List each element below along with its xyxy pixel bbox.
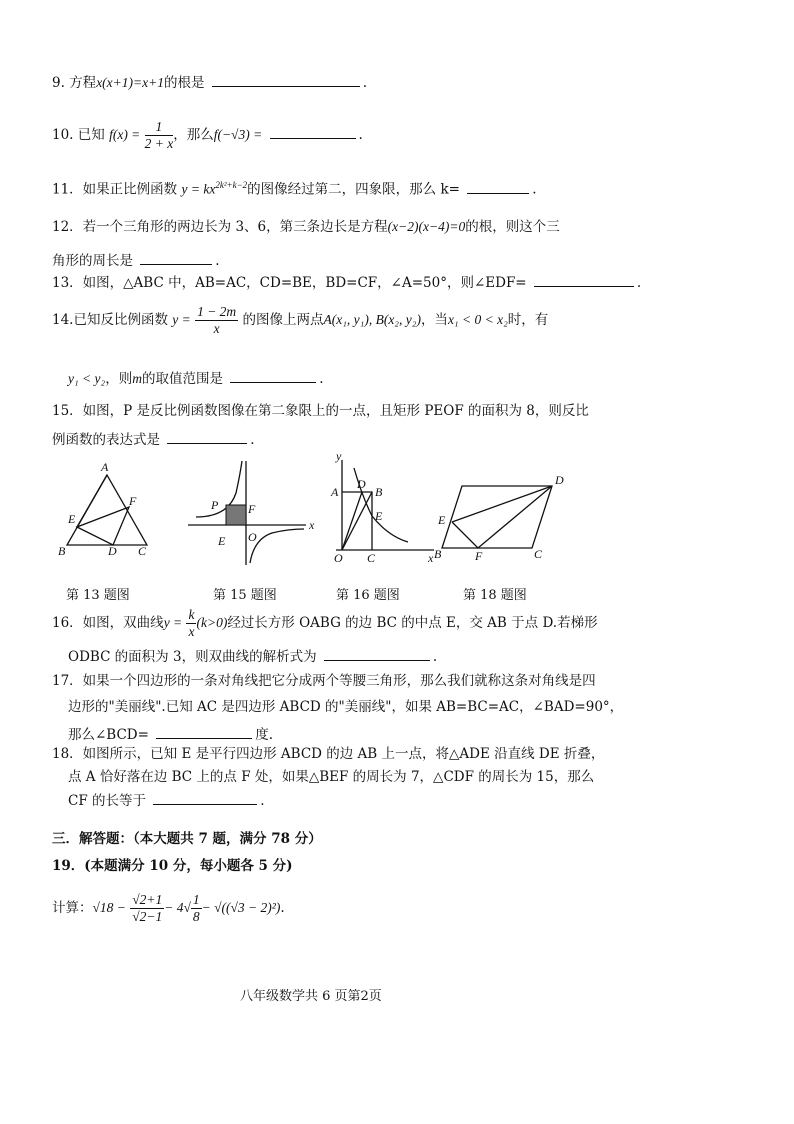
q9-number: 9. [52,75,65,91]
q14-line2-m: m [132,371,142,386]
q16-fraction [186,607,196,640]
fig13-label-e: E [68,512,76,526]
q16-end: . [432,649,438,665]
q10-frac-den: 2 + x [144,136,174,151]
q15-end: . [250,432,255,448]
q14-points: A(x₁, y₁), B(x₂, y₂) [323,312,421,327]
question-19-expression [52,888,285,928]
question-17-line2 [68,698,623,716]
q12-text-a: 12．若一个三角形的两边长为 3、6，第三条边长是方程 [52,219,388,235]
q14-fraction [195,304,238,337]
q9-end: . [362,75,368,91]
q15-line2: 例函数的表达式是 [52,432,160,448]
question-18-line2 [68,768,594,786]
fig16-label-a: A [331,485,339,499]
q11-tail: 的图像经过第二，四象限，那么 k= [247,181,460,198]
fig16-label-x: x [428,551,434,565]
q10-number: 10. [52,127,74,143]
q9-tail: 的根是 [163,75,205,91]
q19-label: 计算： [52,900,93,916]
q12-equation: (x−2)(x−4)=0 [387,219,466,234]
q18-answer-blank[interactable] [153,790,257,805]
question-9 [52,72,367,92]
q17-line2: 边形的"美丽线".已知 AC 是四边形 ABCD 的"美丽线"，如果 AB=BC=AC，∠BAD=90°， [68,699,624,715]
q10-frac-num: 1 [145,119,174,136]
q16-text-a: 16．如图，双曲线 [52,615,164,631]
q14-text-a: 14.已知反比例函数 [52,312,168,328]
figure-13 [55,455,165,565]
q13-end: . [636,275,642,291]
q10-text: 已知 [77,127,105,143]
page-footer: 八年级数学共 6 页第2页 [240,989,382,1004]
caption-fig15: 第 15 题图 [213,588,277,603]
q11-answer-blank[interactable] [467,179,529,194]
question-16-line1 [52,605,598,641]
fig16-label-b: B [375,485,383,499]
section-3-heading [52,830,322,848]
fig16-label-y: y [336,450,342,463]
q9-answer-blank[interactable] [212,72,360,87]
q19-frac2-num: 1 [192,892,200,907]
question-10 [52,117,363,153]
fig13-label-f: F [129,494,137,508]
q9-text: 方程 [69,75,97,91]
q19-frac1-den: √2−1 [132,909,163,924]
fig15-label-o: O [248,530,257,544]
fig15-label-p: P [211,498,219,512]
caption-fig18: 第 18 题图 [463,588,527,603]
q12-line2: 角形的周长是 [52,253,133,269]
q10-mid: ，那么 [173,127,214,143]
fig16-label-c: C [367,551,376,565]
q14-frac-den: x [213,321,220,336]
q19-fraction1 [130,892,164,925]
q14-line2-a: ，则 [105,371,133,387]
fig18-label-c: C [534,547,543,561]
fig18-label-b: B [434,547,442,561]
fig13-label-a: A [101,460,109,474]
fig18-label-d: D [555,473,564,487]
q19-term2: − 4√ [164,900,191,915]
figure-15 [188,455,328,565]
q10-ask: f(−√3) = [213,127,263,142]
q13-text: 13．如图，△ABC 中，AB=AC，CD=BE，BD=CF，∠A=50°，则∠EDF= [52,275,527,291]
fig18-label-f: F [475,549,483,562]
q14-condition: x₁ < 0 < x₂ [447,312,508,327]
fig16-label-o: O [334,551,343,565]
q18-line1: 18．如图所示，已知 E 是平行四边形 ABCD 的边 AB 上一点，将△ADE 沿直线 DE 折叠， [52,746,605,762]
question-18-line1 [52,745,604,763]
fig18-label-e: E [438,513,446,527]
question-12-line1 [52,218,560,236]
q10-fraction [145,119,174,152]
question-14-line2 [68,368,324,388]
fig13-label-c: C [138,544,147,558]
q15-line1: 15．如图，P 是反比例函数图像在第二象限上的一点，且矩形 PEOF 的面积为 8，则反比 [52,403,589,419]
fig13-label-d: D [108,544,117,558]
q10-end: . [358,127,363,143]
q13-answer-blank[interactable] [534,272,634,287]
fig15-label-e: E [218,534,226,548]
q16-y: y = [163,615,183,630]
q16-line2: ODBC 的面积为 3，则双曲线的解析式为 [68,649,317,665]
q18-line3: CF 的长等于 [68,793,146,809]
q14-line2-b: 的取值范围是 [141,371,223,387]
q12-text-b: 的根，则这个三 [465,219,560,235]
q10-lhs: f(x) = [109,127,141,142]
q17-line1: 17．如果一个四边形的一条对角线把它分成两个等腰三角形，那么我们就称这条对角线是四 [52,673,596,689]
q17-end: 度. [255,727,274,743]
fig15-label-x: x [309,518,315,532]
question-16-line2 [68,646,437,666]
q12-answer-blank[interactable] [140,250,212,265]
q14-end: . [319,371,324,387]
q18-end: . [260,793,265,809]
q16-condition: (k>0) [196,615,228,630]
q17-line3: 那么∠BCD= [68,727,149,743]
q19-end: . [280,900,285,916]
question-14-line1 [52,300,548,340]
caption-fig16: 第 16 题图 [336,588,400,603]
q9-equation: x(x+1)=x+1 [96,75,164,90]
q14-text-b: 的图像上两点 [242,312,324,328]
q19-frac2-den: 8 [192,909,200,924]
q16-answer-blank[interactable] [324,646,430,661]
question-17-line1 [52,672,596,690]
fig16-label-e: E [375,509,383,523]
q19-title-text: 19．(本题满分 10 分，每小题各 5 分) [52,858,293,874]
q16-frac-num: k [188,607,195,622]
question-13 [52,272,641,292]
fig15-shaded-rectangle [226,505,246,525]
caption-fig13: 第 13 题图 [66,588,130,603]
q17-answer-blank[interactable] [156,724,252,739]
q14-frac-num: 1 − 2m [197,304,237,319]
q19-frac1-num: √2+1 [132,892,163,907]
question-12-line2 [52,250,220,270]
q14-text-d: 时，有 [507,312,549,328]
q15-answer-blank[interactable] [167,429,247,444]
q19-term3: − √((√3 − 2)²) [201,900,281,915]
q14-answer-blank[interactable] [230,368,316,383]
q12-end: . [215,253,220,269]
q19-fraction2 [191,892,202,925]
q19-term1: √18 − [92,900,126,915]
q14-line2-cond: y₁ < y₂ [68,371,106,386]
question-18-line3 [68,790,265,810]
q11-end: . [532,181,537,198]
q16-frac-den: x [188,624,195,639]
q14-text-c: ，当 [420,312,448,328]
question-19-title [52,857,293,875]
q18-line2: 点 A 恰好落在边 BC 上的点 F 处，如果△BEF 的周长为 7，△CDF 的周长为 15，那么 [68,769,595,785]
q16-text-b: 经过长方形 OABG 的边 BC 的中点 E，交 AB 于点 D.若梯形 [227,615,598,631]
q11-expr: y = kx [181,181,216,197]
q11-exponent: 2k²+k−2 [215,180,248,190]
section-3-text: 三．解答题：（本大题共 7 题，满分 78 分） [52,831,322,847]
question-17-line3 [68,724,273,744]
fig16-label-d: D [357,477,366,491]
q14-y: y = [172,312,191,327]
question-15-line1 [52,402,589,420]
q10-answer-blank[interactable] [270,124,356,139]
question-15-line2 [52,429,255,449]
q11-text: 11．如果正比例函数 [52,181,178,198]
question-11 [52,176,537,199]
fig15-label-f: F [248,502,256,516]
fig13-label-b: B [58,544,66,558]
figure-18 [432,472,572,562]
